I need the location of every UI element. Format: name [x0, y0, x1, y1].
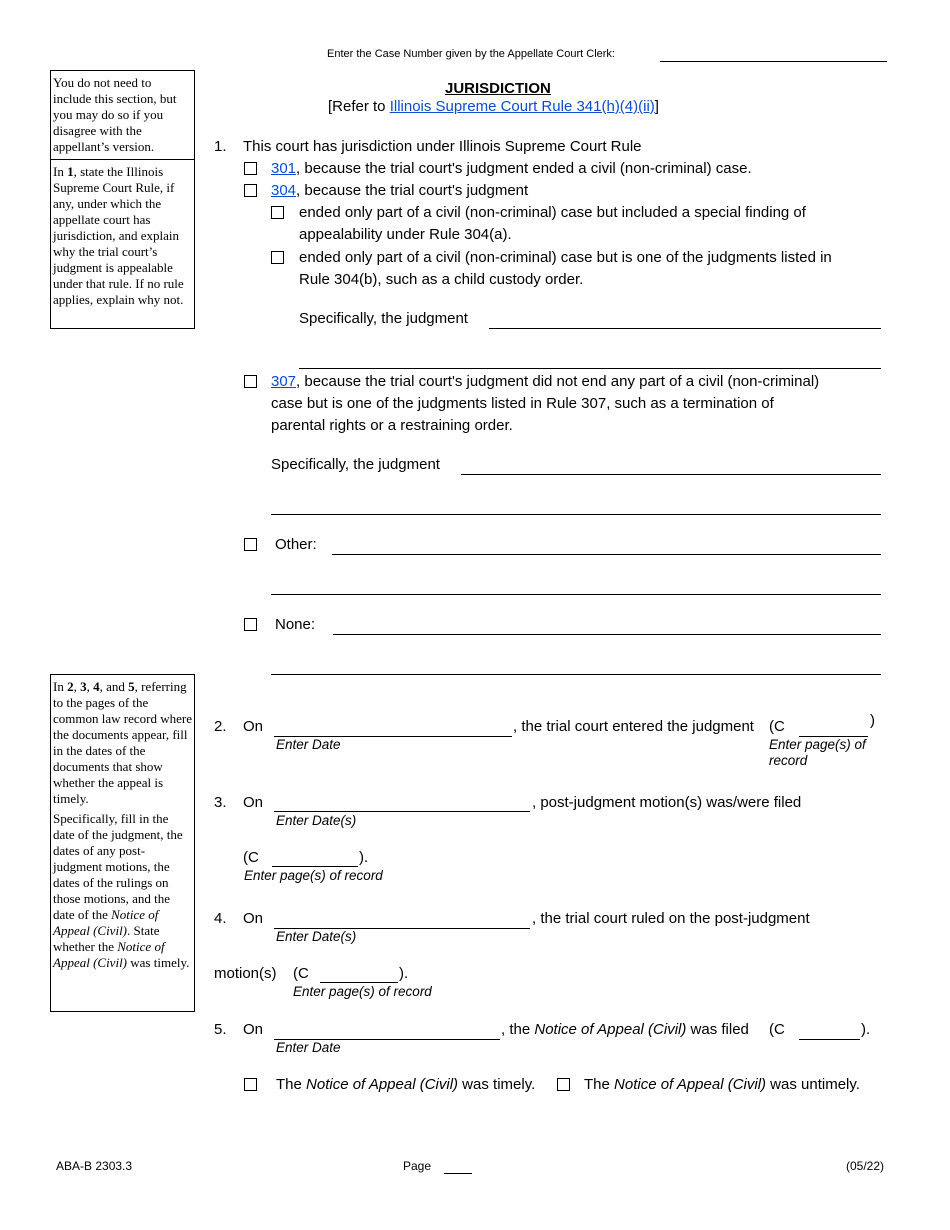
- case-number-field[interactable]: [660, 61, 887, 62]
- item-2-number: 2.: [214, 718, 227, 735]
- rule-304-link[interactable]: 304: [271, 182, 297, 199]
- none-label: None:: [275, 616, 316, 633]
- timely-checkbox[interactable]: [244, 1078, 257, 1091]
- item-5-c-close: ).: [861, 1021, 871, 1038]
- rule-304a-checkbox[interactable]: [271, 206, 284, 219]
- page-number-field[interactable]: [444, 1173, 472, 1174]
- item-2-page-hint-1: Enter page(s) of: [769, 737, 866, 752]
- item-5-number: 5.: [214, 1021, 227, 1038]
- item-4-motions: motion(s): [214, 965, 277, 982]
- rule-341-link[interactable]: Illinois Supreme Court Rule 341(h)(4)(ii): [389, 98, 655, 115]
- form-version: (05/22): [846, 1159, 885, 1173]
- none-field[interactable]: [333, 634, 881, 635]
- item-4-on: On: [243, 910, 264, 927]
- refer-line: [Refer to Illinois Supreme Court Rule 341(h)(4)(ii)]: [328, 98, 659, 115]
- rule-301-option: 301, because the trial court's judgment ended a civil (non-criminal) case.: [271, 160, 752, 177]
- item-5-text: , the Notice of Appeal (Civil) was filed: [501, 1021, 749, 1038]
- form-id: ABA-B 2303.3: [56, 1159, 133, 1173]
- item-5-on: On: [243, 1021, 264, 1038]
- item-3-c-close: ).: [359, 849, 369, 866]
- ruling-page-field[interactable]: [320, 982, 398, 983]
- rule-304b-line-1: ended only part of a civil (non-criminal) case but is one of the judgments listed in: [299, 249, 832, 266]
- item-2-text: , the trial court entered the judgment: [513, 718, 754, 735]
- page-title: JURISDICTION: [445, 80, 551, 97]
- sidebar-instruction-2-para-1: In 2, 3, 4, and 5, referring to the pages of the common law record where the documents appear, fill in the dates of the documents that show whether the appeal is timely.: [53, 679, 192, 806]
- rule-307-line-1: 307, because the trial court's judgment did not end any part of a civil (non-criminal): [271, 373, 820, 390]
- item-4-text: , the trial court ruled on the post-judgment: [532, 910, 810, 927]
- sidebar-instruction-2-para-2: Specifically, fill in the date of the judgment, the dates of any post-judgment motions, the dates of the rulings on those motions, and the date of the Notice of Appeal (Civil). State whether the Notice of Appeal (Civil) was timely.: [53, 811, 190, 970]
- other-field-2[interactable]: [271, 594, 881, 595]
- rule-307-checkbox[interactable]: [244, 375, 257, 388]
- item-2-date-hint: Enter Date: [276, 737, 341, 752]
- sidebar-note: You do not need to include this section, but you may do so if you disagree with the appellant’s version.: [53, 75, 177, 154]
- item-2-c-open: (C: [769, 718, 785, 735]
- rule-301-checkbox[interactable]: [244, 162, 257, 175]
- other-label: Other:: [275, 536, 317, 553]
- case-number-label: Enter the Case Number given by the Appellate Court Clerk:: [327, 48, 615, 60]
- item-4-number: 4.: [214, 910, 227, 927]
- item-3-number: 3.: [214, 794, 227, 811]
- page-label: Page: [403, 1159, 432, 1173]
- rule-307-line-3: parental rights or a restraining order.: [271, 417, 513, 434]
- sidebar-instruction-1: In 1, state the Illinois Supreme Court Rule, if any, under which the appellate court has jurisdiction, and explain why the trial court’s judgment is appealable under that rule. If no rule applies, explain why not.: [53, 164, 184, 307]
- item-3-page-hint: Enter page(s) of record: [244, 868, 383, 883]
- item-5-date-hint: Enter Date: [276, 1040, 341, 1055]
- item-2-c-close: ): [870, 712, 875, 729]
- notice-page-field[interactable]: [799, 1039, 860, 1040]
- none-checkbox[interactable]: [244, 618, 257, 631]
- item-4-c-open: (C: [293, 965, 309, 982]
- timely-label: The Notice of Appeal (Civil) was timely.: [276, 1076, 536, 1093]
- item-5-c-open: (C: [769, 1021, 785, 1038]
- specifically-304-label: Specifically, the judgment: [299, 310, 468, 327]
- motion-page-field[interactable]: [272, 866, 358, 867]
- untimely-label: The Notice of Appeal (Civil) was untimely.: [584, 1076, 860, 1093]
- specifically-307-field-2[interactable]: [271, 514, 881, 515]
- specifically-307-label: Specifically, the judgment: [271, 456, 440, 473]
- item-1-number: 1.: [214, 138, 227, 155]
- rule-304a-line-1: ended only part of a civil (non-criminal) case but included a special finding of: [299, 204, 806, 221]
- specifically-304-field-2[interactable]: [299, 368, 881, 369]
- untimely-checkbox[interactable]: [557, 1078, 570, 1091]
- item-3-date-hint: Enter Date(s): [276, 813, 357, 828]
- rule-304b-line-2: Rule 304(b), such as a child custody order.: [299, 271, 584, 288]
- none-field-2[interactable]: [271, 674, 881, 675]
- item-2-page-hint-2: record: [769, 753, 808, 768]
- sidebar-instructions-2: [50, 674, 195, 1012]
- specifically-304-field[interactable]: [489, 328, 881, 329]
- rule-304-option: 304, because the trial court's judgment: [271, 182, 529, 199]
- rule-307-link[interactable]: 307: [271, 373, 297, 390]
- item-4-date-hint: Enter Date(s): [276, 929, 357, 944]
- item-3-c-open: (C: [243, 849, 259, 866]
- motion-date-field[interactable]: [274, 811, 530, 812]
- item-2-on: On: [243, 718, 264, 735]
- rule-304b-checkbox[interactable]: [271, 251, 284, 264]
- item-4-c-close: ).: [399, 965, 409, 982]
- item-1-text: This court has jurisdiction under Illinois Supreme Court Rule: [243, 138, 642, 155]
- rule-307-line-2: case but is one of the judgments listed in Rule 307, such as a termination of: [271, 395, 774, 412]
- rule-304-checkbox[interactable]: [244, 184, 257, 197]
- item-3-text: , post-judgment motion(s) was/were filed: [532, 794, 802, 811]
- item-4-page-hint: Enter page(s) of record: [293, 984, 432, 999]
- sidebar-instructions-1: [50, 70, 195, 329]
- rule-304a-line-2: appealability under Rule 304(a).: [299, 226, 512, 243]
- specifically-307-field[interactable]: [461, 474, 881, 475]
- other-checkbox[interactable]: [244, 538, 257, 551]
- rule-301-link[interactable]: 301: [271, 160, 297, 177]
- other-field[interactable]: [332, 554, 881, 555]
- item-3-on: On: [243, 794, 264, 811]
